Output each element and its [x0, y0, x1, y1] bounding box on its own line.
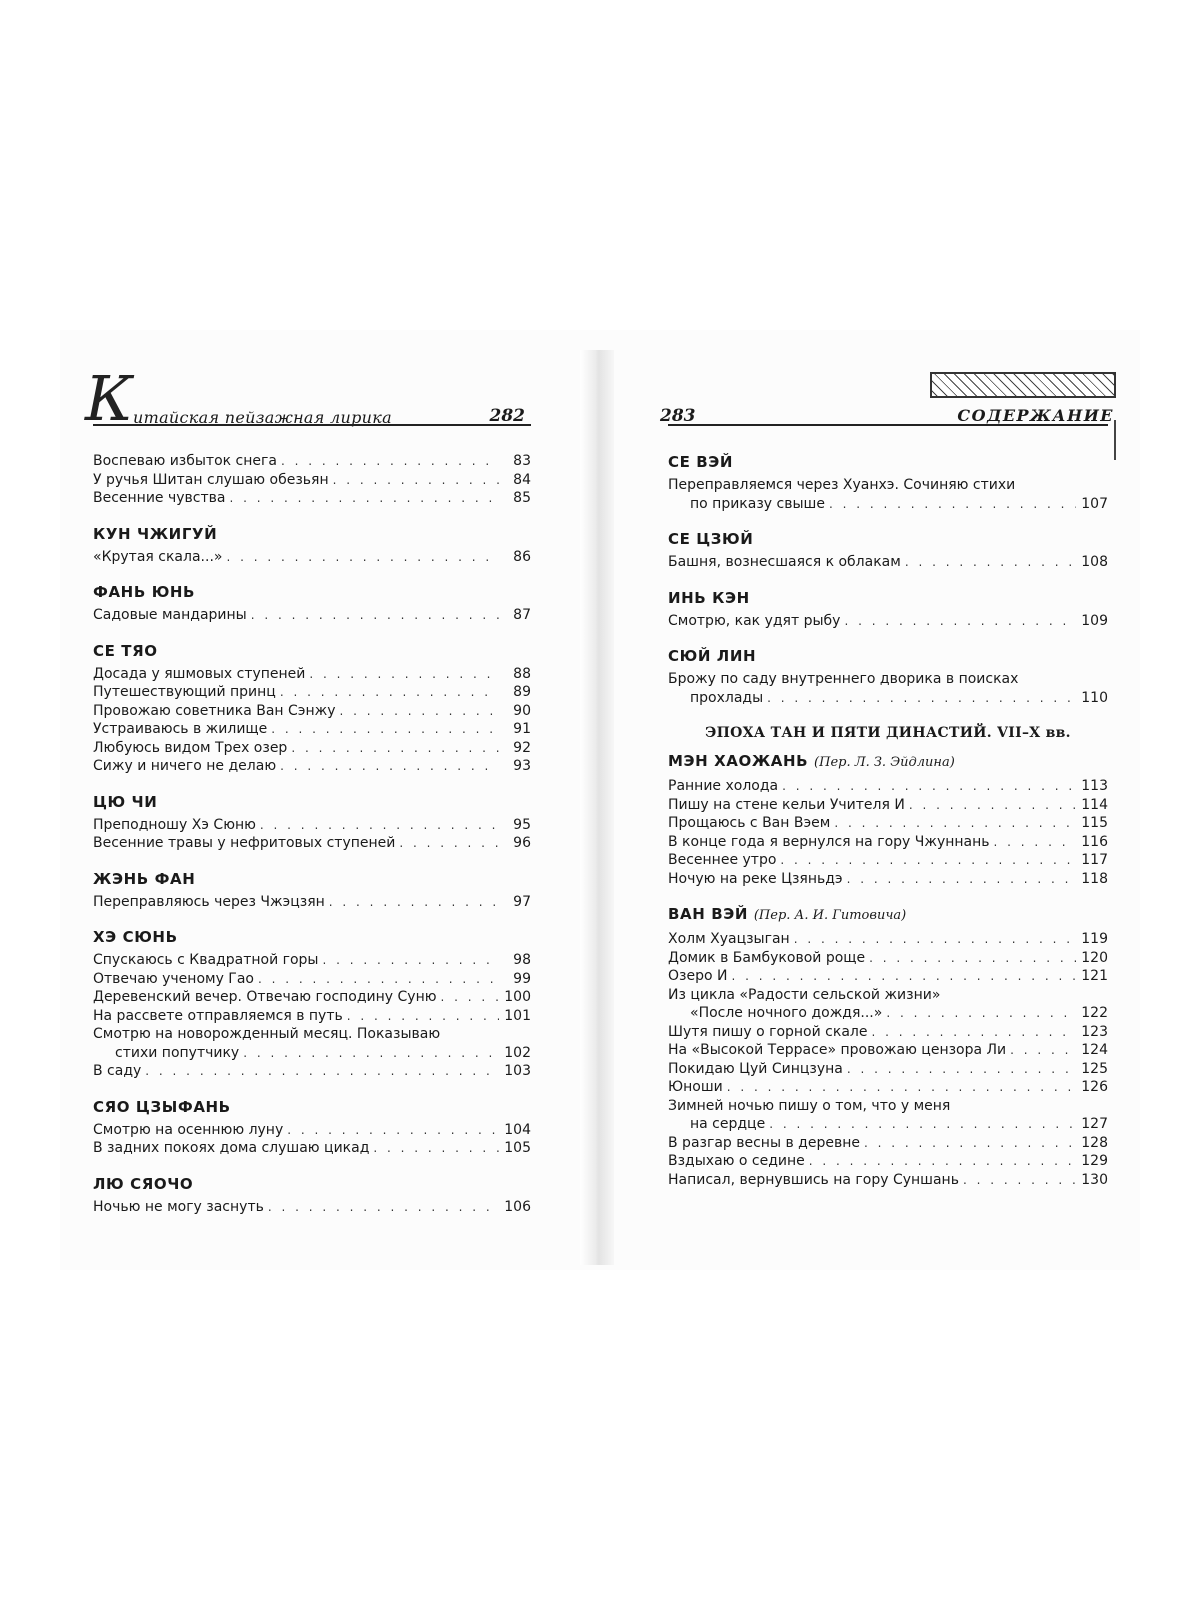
entry-title: Весеннее утро	[668, 852, 777, 868]
entry-page-number: 83	[513, 453, 531, 469]
entry-page-number: 116	[1081, 833, 1108, 850]
toc-entry	[668, 553, 1108, 572]
author-heading	[93, 641, 531, 661]
toc-entry	[93, 970, 531, 989]
dot-leader	[834, 814, 1076, 833]
entry-page-number: 88	[513, 665, 531, 682]
entry-title: Покидаю Цуй Синцзуна	[668, 1060, 843, 1077]
dot-leader	[251, 606, 499, 625]
translator-note: (Пер. А. И. Гитовича)	[753, 908, 907, 923]
entry-title: Ночью не могу заснуть	[93, 1198, 264, 1215]
entry-title: прохлады	[690, 689, 764, 706]
dot-leader	[281, 452, 499, 471]
dot-leader	[727, 1078, 1076, 1097]
dot-leader	[441, 988, 499, 1007]
entry-title: Отвечаю ученому Гао	[93, 970, 254, 987]
toc-entry	[668, 1041, 1108, 1060]
entry-page-number: 125	[1081, 1060, 1108, 1077]
toc-entry	[93, 988, 531, 1007]
dot-leader	[780, 851, 1076, 870]
entry-title: Прощаюсь с Ван Вэем	[668, 815, 831, 831]
dot-leader	[230, 489, 500, 508]
author-name: СЕ ЦЗЮЙ	[668, 530, 754, 548]
toc-after-era	[668, 751, 1108, 1189]
entry-page-number: 119	[1081, 931, 1108, 947]
header-rule	[93, 424, 531, 426]
author-name: ЖЭНЬ ФАН	[93, 869, 196, 888]
entry-title: В разгар весны в деревне	[668, 1134, 860, 1151]
dot-leader	[847, 870, 1076, 889]
entry-page-number: 87	[513, 607, 531, 623]
entry-title: Любуюсь видом Трех озер	[93, 739, 288, 756]
entry-title: Досада у яшмовых ступеней	[93, 665, 306, 682]
toc-entry	[668, 814, 1108, 833]
entry-page-number: 100	[504, 989, 531, 1005]
entry-title: Холм Хуацзыган	[668, 931, 790, 947]
author-name: СЮЙ ЛИН	[668, 647, 757, 665]
entry-title: Путешествующий принц	[93, 684, 276, 700]
entry-page-number: 129	[1081, 1153, 1108, 1169]
entry-title: Садовые мандарины	[93, 607, 247, 623]
entry-page-number: 96	[513, 835, 531, 851]
entry-title: «После ночного дождя...»	[690, 1005, 883, 1021]
entry-page-number: 84	[513, 471, 531, 488]
author-name: СЯО ЦЗЫФАНЬ	[93, 1097, 231, 1116]
entry-title: Сижу и ничего не делаю	[93, 758, 277, 774]
entry-title: стихи попутчику	[115, 1044, 240, 1061]
dot-leader	[309, 665, 499, 684]
toc-entry	[668, 851, 1108, 870]
dot-leader	[258, 970, 499, 989]
entry-page-number: 86	[513, 548, 531, 565]
author-heading	[93, 582, 531, 602]
entry-title-line: Зимней ночью пишу о том, что у меня	[668, 1097, 951, 1114]
toc-entry	[668, 777, 1108, 796]
dot-leader	[333, 471, 499, 490]
left-page	[85, 362, 531, 1216]
author-name: СЕ ТЯО	[93, 641, 158, 660]
toc-entry	[93, 1007, 531, 1026]
toc-entry	[93, 893, 531, 912]
entry-page-number: 122	[1081, 1005, 1108, 1021]
author-heading	[93, 1174, 531, 1194]
toc-entry	[93, 606, 531, 625]
right-page-header	[660, 378, 1114, 452]
toc-entry	[93, 452, 531, 471]
toc-entry	[668, 1078, 1108, 1097]
entry-page-number: 107	[1081, 495, 1108, 512]
entry-title: В конце года я вернулся на гору Чжуннань	[668, 833, 990, 850]
dot-leader	[844, 612, 1076, 631]
author-heading	[668, 452, 1108, 472]
page-number: 282	[489, 406, 525, 426]
toc-entry	[93, 816, 531, 835]
entry-page-number: 110	[1081, 689, 1108, 706]
author-heading	[93, 792, 531, 812]
entry-title: Домик в Бамбуковой роще	[668, 949, 866, 966]
toc-entry	[668, 1134, 1108, 1153]
toc-entry	[93, 665, 531, 684]
entry-page-number: 117	[1081, 852, 1108, 868]
dot-leader	[767, 689, 1076, 708]
entry-title: На рассвете отправляемся в путь	[93, 1007, 343, 1024]
entry-title: Озеро И	[668, 968, 728, 984]
entry-title-line: Переправляемся через Хуанхэ. Сочиняю стихи	[668, 477, 1016, 493]
toc-entry	[668, 967, 1108, 986]
dot-leader	[399, 834, 499, 853]
toc-entry	[668, 1004, 1108, 1023]
entry-page-number: 92	[513, 739, 531, 756]
dot-leader	[347, 1007, 499, 1026]
entry-title: «Крутая скала...»	[93, 548, 223, 565]
author-heading	[668, 529, 1108, 549]
entry-page-number: 128	[1081, 1134, 1108, 1151]
toc-entry	[93, 834, 531, 853]
entry-page-number: 115	[1081, 815, 1108, 831]
header-ornament	[930, 372, 1116, 398]
toc-entry	[668, 796, 1108, 815]
author-heading	[668, 646, 1108, 666]
header-ornament-side	[1100, 420, 1116, 460]
entry-title: В саду	[93, 1063, 142, 1079]
dot-leader	[909, 796, 1076, 815]
toc-entry	[668, 689, 1108, 708]
dot-leader	[869, 949, 1076, 968]
entry-page-number: 114	[1081, 796, 1108, 813]
entry-title: Провожаю советника Ван Сэнжу	[93, 702, 336, 719]
entry-page-number: 91	[513, 721, 531, 737]
toc-entry	[668, 612, 1108, 631]
entry-page-number: 113	[1081, 778, 1108, 794]
left-page-header	[85, 362, 531, 452]
entry-title: У ручья Шитан слушаю обезьян	[93, 471, 329, 488]
entry-page-number: 124	[1081, 1042, 1108, 1058]
entry-page-number: 120	[1081, 949, 1108, 966]
entry-page-number: 123	[1081, 1023, 1108, 1040]
entry-page-number: 98	[513, 952, 531, 968]
author-heading	[668, 588, 1108, 608]
toc-entry	[668, 1152, 1108, 1171]
dot-leader	[963, 1171, 1076, 1190]
entry-page-number: 130	[1081, 1171, 1108, 1188]
entry-page-number: 127	[1081, 1116, 1108, 1132]
entry-title: На «Высокой Террасе» провожаю цензора Ли	[668, 1042, 1007, 1058]
author-name: ЦЮ ЧИ	[93, 792, 158, 811]
dot-leader	[731, 967, 1076, 986]
author-heading	[93, 869, 531, 889]
entry-title: Пишу на стене кельи Учителя И	[668, 796, 905, 813]
dot-leader	[145, 1062, 499, 1081]
entry-page-number: 99	[513, 970, 531, 987]
era-heading: ЭПОХА ТАН И ПЯТИ ДИНАСТИЙ. VII–X вв.	[705, 725, 1071, 741]
entry-title: Весенние травы у нефритовых ступеней	[93, 835, 396, 851]
entry-title-line: Смотрю на новорожденный месяц. Показываю	[93, 1026, 441, 1042]
translator-note: (Пер. Л. З. Эйдлина)	[814, 755, 955, 770]
dot-leader	[280, 683, 499, 702]
toc-entry	[93, 1062, 531, 1081]
entry-title: Ранние холода	[668, 778, 779, 794]
entry-page-number: 121	[1081, 968, 1108, 984]
entry-title: Юноши	[668, 1079, 723, 1095]
toc-entry	[93, 1139, 531, 1158]
toc-entry	[668, 1171, 1108, 1190]
dot-leader	[782, 777, 1076, 796]
toc-entry	[93, 471, 531, 490]
author-name: СЕ ВЭЙ	[668, 453, 734, 471]
author-name: ИНЬ КЭН	[668, 588, 750, 607]
toc-entry	[93, 702, 531, 721]
entry-title: Весенние чувства	[93, 490, 226, 506]
entry-page-number: 93	[513, 758, 531, 774]
entry-title: Смотрю на осеннюю луну	[93, 1121, 284, 1138]
page-number: 283	[660, 406, 696, 426]
entry-title: Написал, вернувшись на гору Суншань	[668, 1171, 959, 1188]
dot-leader	[886, 1004, 1076, 1023]
author-heading	[668, 751, 1108, 773]
dot-leader	[322, 951, 499, 970]
toc-entry	[668, 1115, 1108, 1134]
entry-title: Ночую на реке Цзяньдэ	[668, 870, 843, 887]
toc-before-era	[668, 452, 1108, 707]
toc-entry	[93, 548, 531, 567]
entry-page-number: 106	[504, 1198, 531, 1215]
toc-entry	[93, 1044, 531, 1063]
toc-entry	[668, 1023, 1108, 1042]
header-rule	[668, 424, 1108, 426]
entry-page-number: 89	[513, 684, 531, 700]
dot-leader	[280, 757, 499, 776]
author-name: МЭН ХАОЖАНЬ	[668, 752, 809, 770]
dot-leader	[243, 1044, 499, 1063]
dot-leader	[271, 720, 499, 739]
dot-leader	[260, 816, 499, 835]
author-name: КУН ЧЖИГУЙ	[93, 524, 218, 543]
dot-leader	[291, 739, 499, 758]
author-heading	[93, 927, 531, 947]
dot-leader	[226, 548, 499, 567]
entry-page-number: 105	[504, 1140, 531, 1156]
entry-page-number: 104	[504, 1121, 531, 1138]
entry-page-number: 108	[1081, 554, 1108, 570]
dot-leader	[373, 1139, 499, 1158]
author-heading	[93, 1097, 531, 1117]
entry-page-number: 102	[504, 1044, 531, 1061]
dot-leader	[769, 1115, 1076, 1134]
toc-entry	[668, 949, 1108, 968]
entry-page-number: 118	[1081, 870, 1108, 887]
entry-title: на сердце	[690, 1116, 766, 1132]
entry-title-line: Брожу по саду внутреннего дворика в поисках	[668, 671, 1019, 687]
toc-entry	[93, 951, 531, 970]
dot-leader	[329, 893, 499, 912]
entry-page-number: 95	[513, 816, 531, 833]
toc-entry	[668, 833, 1108, 852]
entry-page-number: 101	[504, 1007, 531, 1024]
entry-title: Воспеваю избыток снега	[93, 453, 277, 469]
author-heading	[93, 524, 531, 544]
toc-entry	[93, 489, 531, 508]
author-name: ФАНЬ ЮНЬ	[93, 583, 196, 601]
entry-title: Башня, вознесшаяся к облакам	[668, 554, 901, 570]
dot-leader	[340, 702, 499, 721]
entry-page-number: 103	[504, 1063, 531, 1079]
toc-entry	[93, 739, 531, 758]
entry-title: по приказу свыше	[690, 495, 825, 512]
entry-page-number: 126	[1081, 1079, 1108, 1095]
left-toc	[93, 452, 531, 1216]
entry-page-number: 85	[513, 490, 531, 506]
author-name: ЛЮ СЯОЧО	[93, 1174, 194, 1193]
toc-entry	[93, 1121, 531, 1140]
entry-title: Переправляюсь через Чжэцзян	[93, 893, 325, 910]
entry-title: Преподношу Хэ Сюню	[93, 816, 256, 833]
entry-title: Деревенский вечер. Отвечаю господину Суню	[93, 989, 437, 1005]
entry-title: В задних покоях дома слушаю цикад	[93, 1140, 370, 1156]
author-heading	[668, 904, 1108, 926]
toc-entry	[668, 870, 1108, 889]
right-page	[660, 378, 1114, 1189]
toc-entry	[668, 495, 1108, 514]
dot-leader	[1010, 1041, 1076, 1060]
running-title: итайская пейзажная лирика	[133, 408, 392, 427]
toc-entry	[93, 1198, 531, 1217]
entry-page-number: 90	[513, 702, 531, 719]
dot-leader	[864, 1134, 1076, 1153]
toc-entry	[668, 1060, 1108, 1079]
drop-cap-initial: К	[85, 362, 133, 435]
entry-title: Вздыхаю о седине	[668, 1153, 805, 1169]
dot-leader	[809, 1152, 1076, 1171]
running-title: СОДЕРЖАНИЕ	[957, 406, 1114, 425]
entry-title: Смотрю, как удят рыбу	[668, 612, 841, 629]
dot-leader	[847, 1060, 1076, 1079]
author-name: ВАН ВЭЙ	[668, 905, 749, 923]
right-toc	[668, 452, 1108, 1189]
entry-page-number: 97	[513, 893, 531, 910]
toc-entry	[93, 683, 531, 702]
author-name: ХЭ СЮНЬ	[93, 928, 178, 946]
dot-leader	[794, 930, 1076, 949]
entry-page-number: 109	[1081, 612, 1108, 629]
dot-leader	[829, 495, 1076, 514]
book-gutter	[580, 350, 614, 1265]
dot-leader	[994, 833, 1076, 852]
dot-leader	[905, 553, 1076, 572]
toc-entry	[93, 720, 531, 739]
toc-entry	[668, 930, 1108, 949]
entry-title: Шутя пишу о горной скале	[668, 1023, 868, 1040]
dot-leader	[871, 1023, 1076, 1042]
dot-leader	[287, 1121, 499, 1140]
toc-entry	[93, 757, 531, 776]
entry-title-line: Из цикла «Радости сельской жизни»	[668, 986, 941, 1003]
dot-leader	[268, 1198, 499, 1217]
entry-title: Устраиваюсь в жилище	[93, 721, 268, 737]
entry-title: Спускаюсь с Квадратной горы	[93, 952, 319, 968]
